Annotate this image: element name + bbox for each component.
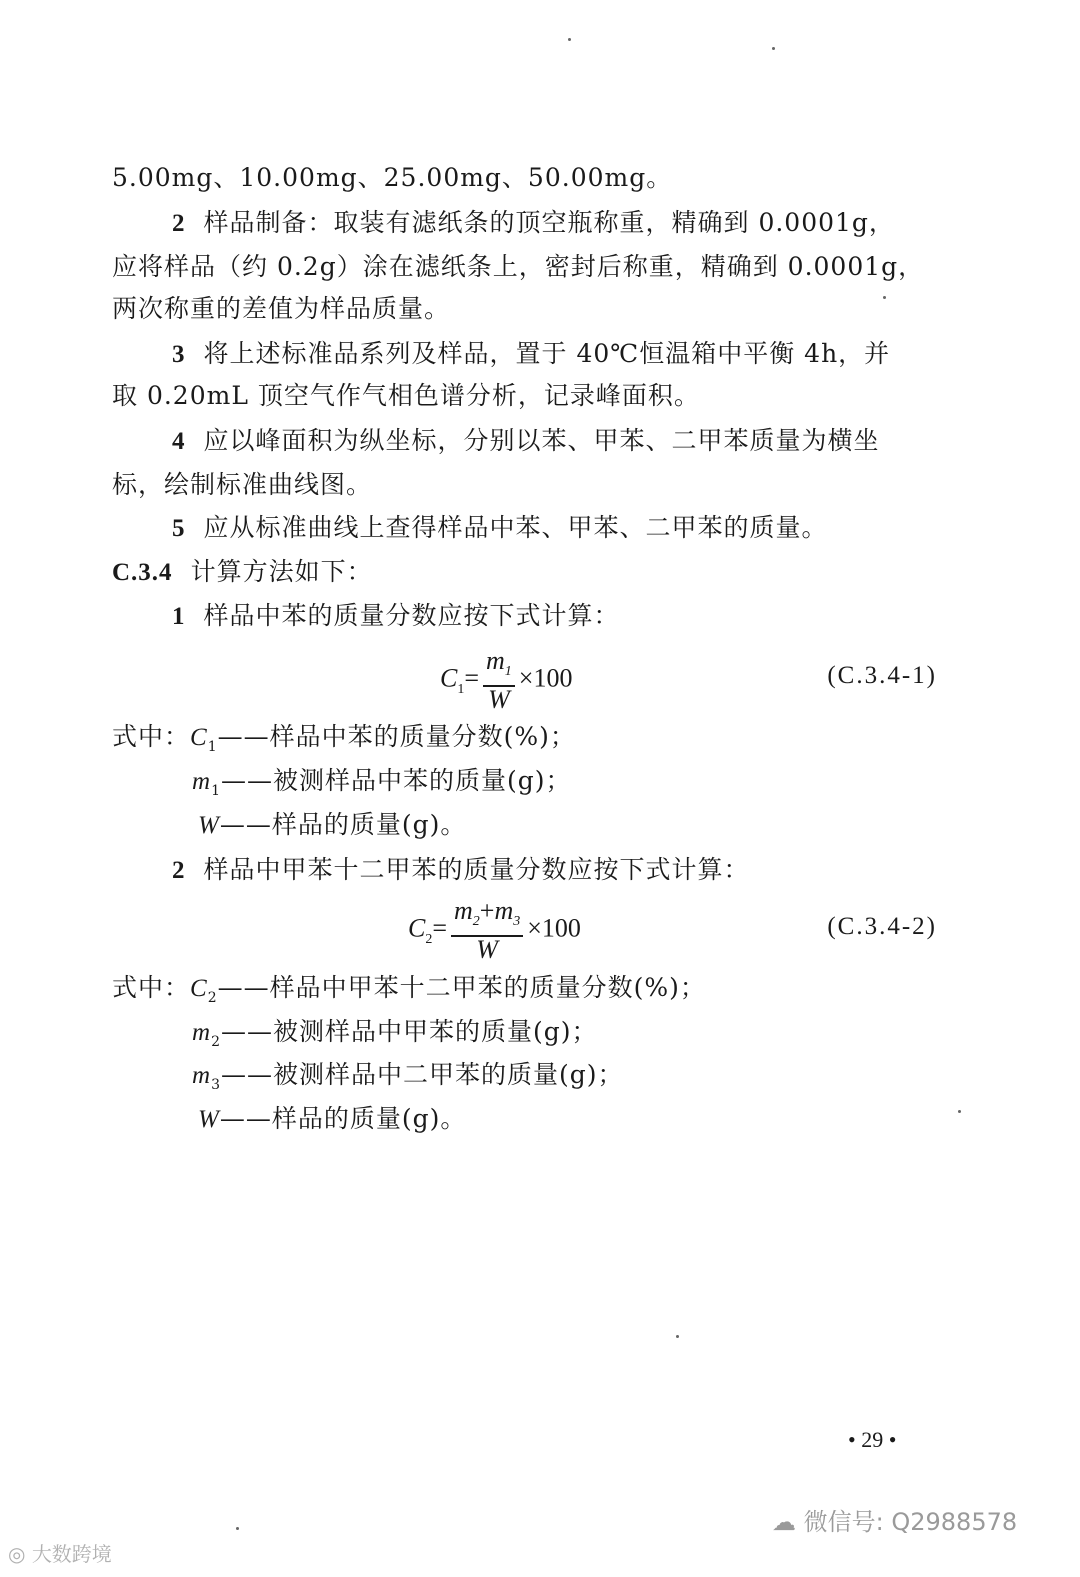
paragraph-2-line-3: 两次称重的差值为样品质量。 <box>112 294 451 323</box>
item-number: 2 <box>172 857 186 884</box>
brand-watermark: ◎ 大数跨境 <box>8 1542 112 1566</box>
fraction: $\frac{m_2+m_3}{W}$ <box>451 898 523 963</box>
scan-speck <box>958 1110 961 1113</box>
item-text: 样品中苯的质量分数应按下式计算： <box>203 601 620 630</box>
scan-speck <box>772 47 775 50</box>
paragraph-4-line-2: 标，绘制标准曲线图。 <box>112 470 373 499</box>
paragraph-text: 应从标准曲线上查得样品中苯、甲苯、二甲苯的质量。 <box>203 513 828 542</box>
where-1-w: W——样品的质量(g)。 <box>198 810 467 839</box>
equation-number-2: (C.3.4-2) <box>827 913 937 940</box>
wechat-icon: ☁ <box>772 1508 796 1536</box>
where-2-w: W——样品的质量(g)。 <box>198 1104 467 1133</box>
where-1-c1: 式中：$C_1——$样品中苯的质量分数(%)； <box>112 722 576 755</box>
scan-speck <box>568 38 571 41</box>
text-line-1: 5.00mg、10.00mg、25.00mg、50.00mg。 <box>112 163 673 192</box>
item-number: 5 <box>172 515 186 542</box>
paragraph-3-line-1 <box>172 339 890 370</box>
item-number: 1 <box>172 603 186 630</box>
item-number: 4 <box>172 428 186 455</box>
where-2-m2: $m_2——$被测样品中甲苯的质量(g)； <box>192 1017 598 1050</box>
paragraph-text: 将上述标准品系列及样品，置于 40℃恒温箱中平衡 4h，并 <box>203 339 891 368</box>
formula-c342: $C_2=$ $\frac{m_2+m_3}{W}$ ×100 <box>408 896 581 965</box>
item-number: 3 <box>172 341 186 368</box>
equation-number-1: (C.3.4-1) <box>827 662 937 689</box>
scan-speck <box>883 296 886 299</box>
paragraph-3-line-2: 取 0.20mL 顶空气作气相色谱分析，记录峰面积。 <box>112 381 700 410</box>
item-1 <box>172 601 620 632</box>
paragraph-2-line-1 <box>172 208 895 239</box>
section-title: 计算方法如下： <box>190 557 373 586</box>
paragraph-4-line-1 <box>172 426 880 457</box>
formula-c341: $C_1=$ $\frac{m_1}{W}$ ×100 <box>440 646 573 715</box>
scan-speck <box>676 1335 679 1338</box>
where-1-m1: $m_1——$被测样品中苯的质量(g)； <box>192 766 572 799</box>
where-2-m3: $m_3——$被测样品中二甲苯的质量(g)； <box>192 1060 624 1093</box>
section-number: C.3.4 <box>112 559 173 586</box>
logo-icon: ◎ <box>8 1542 26 1566</box>
paragraph-text: 样品制备：取装有滤纸条的顶空瓶称重，精确到 0.0001g， <box>203 208 895 237</box>
section-heading <box>112 557 373 588</box>
fraction: $\frac{m_1}{W}$ <box>483 648 515 713</box>
paragraph-text: 应以峰面积为纵坐标，分别以苯、甲苯、二甲苯质量为横坐 <box>203 426 880 455</box>
wechat-watermark: ☁ 微信号: Q2988578 <box>772 1508 1018 1536</box>
paragraph-5 <box>172 513 828 544</box>
scan-speck <box>236 1527 239 1530</box>
page-number: • 29 • <box>848 1427 897 1452</box>
item-number: 2 <box>172 210 186 237</box>
where-2-c2: 式中：$C_2——$样品中甲苯十二甲苯的质量分数(%)； <box>112 973 706 1006</box>
paragraph-2-line-2: 应将样品（约 0.2g）涂在滤纸条上，密封后称重，精确到 0.0001g， <box>112 252 925 281</box>
item-2 <box>172 855 750 886</box>
item-text: 样品中甲苯十二甲苯的质量分数应按下式计算： <box>203 855 750 884</box>
